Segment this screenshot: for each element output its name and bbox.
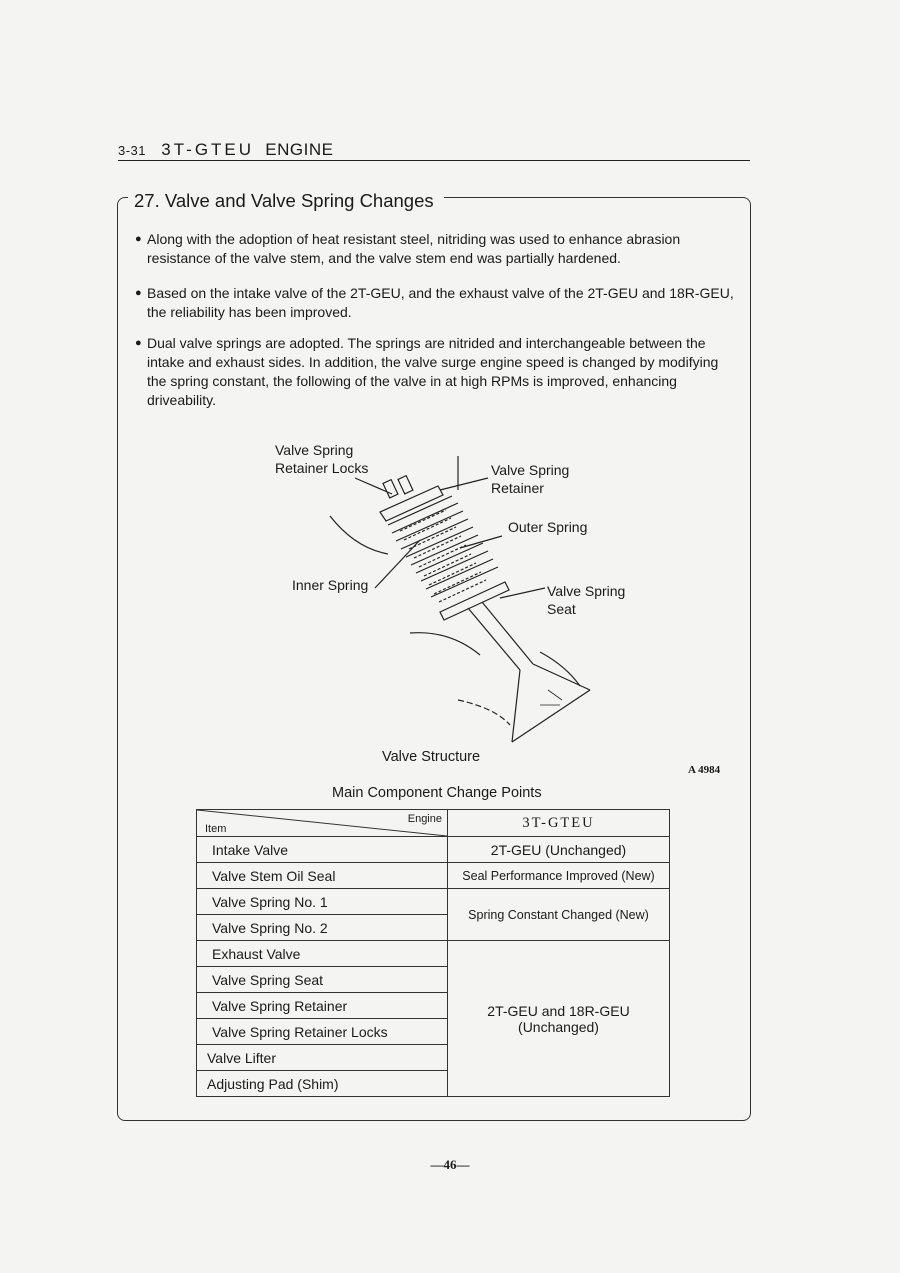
table-title: Main Component Change Points — [332, 785, 542, 801]
row-value: Seal Performance Improved (New) — [448, 863, 670, 889]
row-item: Valve Spring No. 1 — [197, 889, 448, 915]
row-item: Valve Spring Seat — [197, 967, 448, 993]
row-item: Exhaust Valve — [197, 941, 448, 967]
label-retainer — [491, 461, 569, 497]
bullet-text: Dual valve springs are adopted. The springs are nitrided and interchangeable between the intake and exhaust sides. In addition, the valve surge engine speed is changed by modifying the spring constant, the following of the valve in at high RPMs is improved, enhancing driveability. — [147, 335, 719, 408]
row-value: Spring Constant Changed (New) — [448, 889, 670, 941]
label-line: Valve Spring — [547, 583, 626, 599]
bullet-text: Along with the adoption of heat resistant steel, nitriding was used to enhance abrasion resistance of the valve stem, and the valve stem end was partially hardened. — [147, 231, 681, 266]
change-points-table — [196, 809, 670, 1097]
engine-name: 3T-GTEU — [161, 140, 255, 159]
row-item: Intake Valve — [197, 837, 448, 863]
bullet-text: Based on the intake valve of the 2T-GEU, and the exhaust valve of the 2T-GEU and 18R-GEU, the reliability has been improved. — [147, 285, 734, 320]
merged-value-line: 2T-GEU and 18R-GEU — [487, 1002, 630, 1019]
row-item: Valve Lifter — [197, 1045, 448, 1071]
bullet-dot-icon: ● — [135, 287, 142, 299]
table-row — [197, 863, 670, 889]
merged-value-line: (Unchanged) — [518, 1018, 599, 1035]
row-value-merged — [448, 941, 670, 1097]
label-line: Retainer — [491, 480, 544, 496]
row-item: Adjusting Pad (Shim) — [197, 1071, 448, 1097]
row-item: Valve Spring No. 2 — [197, 915, 448, 941]
section-title: 27. Valve and Valve Spring Changes — [128, 190, 444, 212]
label-line: Retainer Locks — [275, 460, 369, 476]
page-number: —46— — [430, 1157, 470, 1172]
bullet-dot-icon: ● — [135, 233, 142, 245]
table-row — [197, 837, 670, 863]
figure-ref-code: A 4984 — [688, 764, 721, 776]
row-item: Valve Stem Oil Seal — [197, 863, 448, 889]
label-spring-seat — [547, 582, 625, 618]
label-line: Seat — [547, 601, 576, 617]
row-item: Valve Spring Retainer — [197, 993, 448, 1019]
label-inner-spring: Inner Spring — [292, 577, 369, 593]
label-retainer-locks — [275, 441, 368, 477]
corner-engine-label: Engine — [407, 813, 442, 825]
table-header-row — [197, 810, 670, 837]
label-outer-spring: Outer Spring — [508, 519, 588, 535]
label-line: Valve Spring — [491, 462, 570, 478]
engine-column-header: 3T-GTEU — [448, 810, 670, 837]
label-line: Valve Spring — [275, 442, 354, 458]
figure-caption: Valve Structure — [382, 749, 481, 765]
engine-suffix: ENGINE — [265, 140, 334, 159]
row-item: Valve Spring Retainer Locks — [197, 1019, 448, 1045]
bullet-dot-icon: ● — [135, 337, 142, 349]
table-row — [197, 941, 670, 967]
corner-item-label: Item — [205, 823, 227, 835]
table-row — [197, 889, 670, 915]
table-corner-cell — [197, 810, 448, 837]
row-value: 2T-GEU (Unchanged) — [448, 837, 670, 863]
section-code: 3-31 — [118, 143, 147, 158]
